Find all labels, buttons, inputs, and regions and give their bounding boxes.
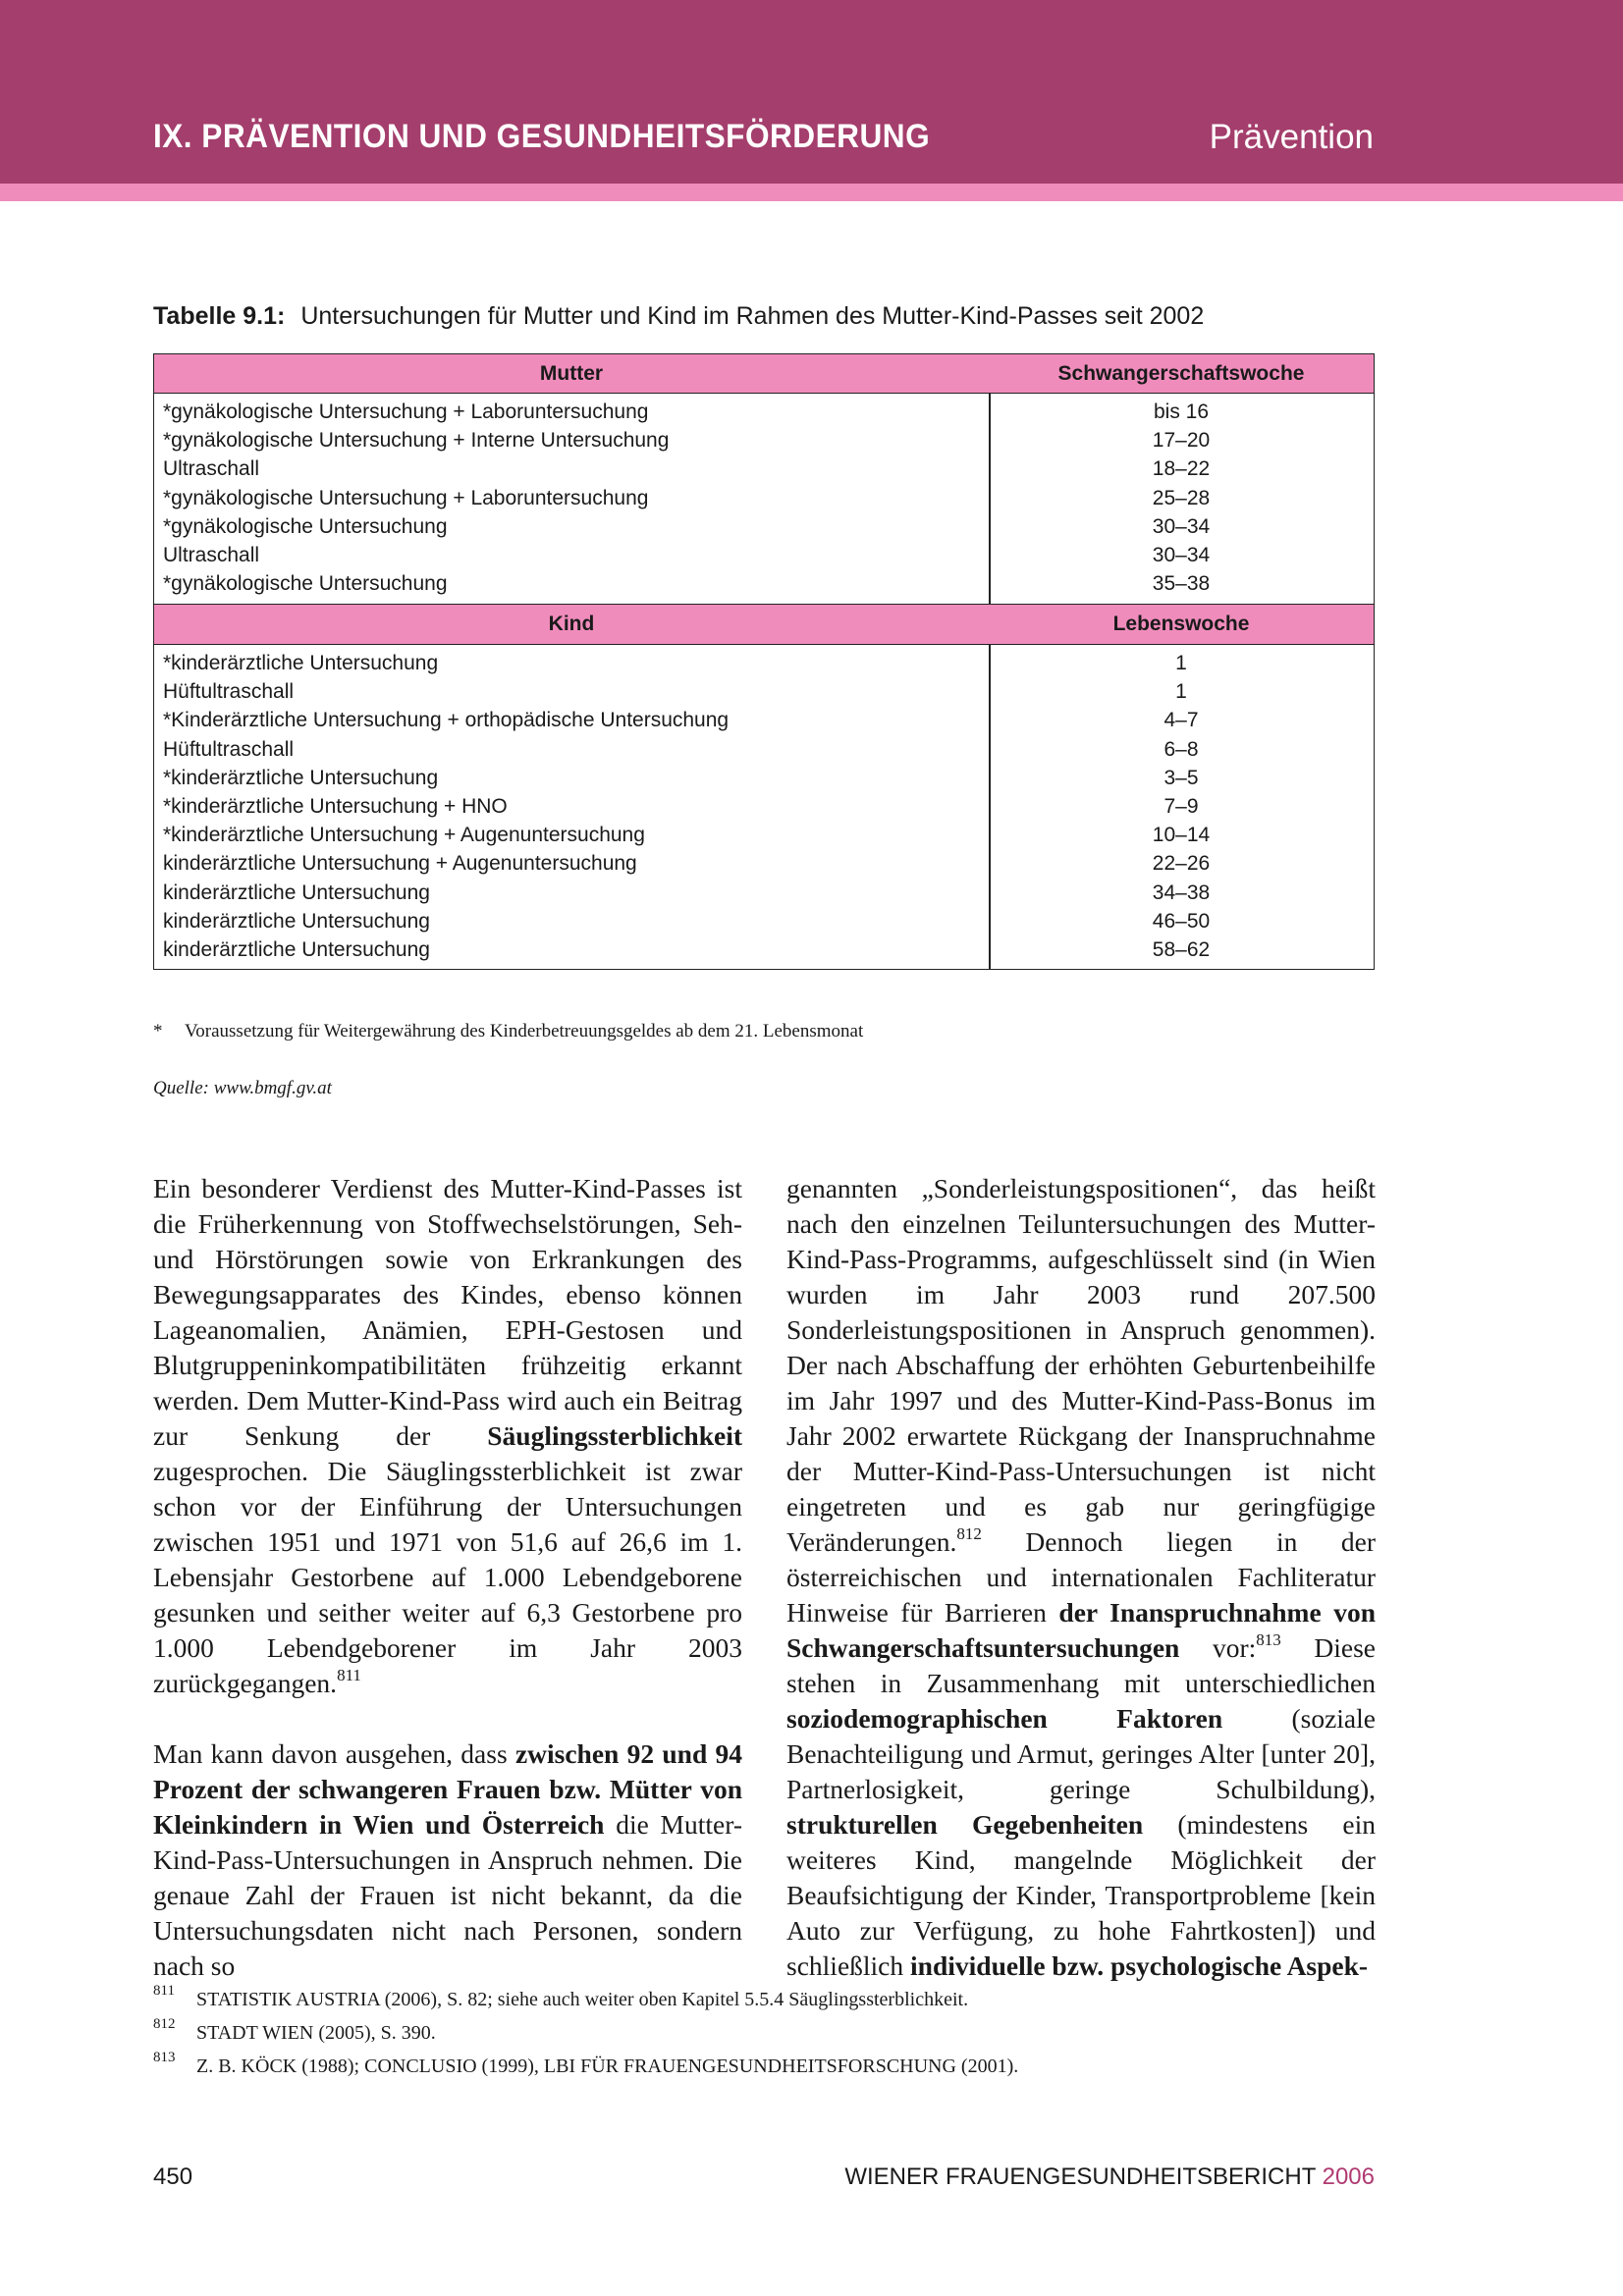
exam-cell: *kinderärztliche Untersuchung xyxy=(163,652,439,674)
footnote-number: 813 xyxy=(153,2050,176,2065)
exam-cell: kinderärztliche Untersuchung xyxy=(163,909,430,933)
exam-cell: Ultraschall xyxy=(163,543,260,566)
footnote xyxy=(153,2050,1018,2083)
week-cell: 18–22 xyxy=(1152,457,1211,481)
table-row xyxy=(154,569,1374,598)
footnote-number: 812 xyxy=(153,2016,176,2032)
table-footnote-text: Voraussetzung für Weitergewährung des Kinderbetreuungsgeldes ab dem 21. Lebensmonat xyxy=(185,1021,864,1041)
exam-cell: kinderärztliche Untersuchung xyxy=(163,937,430,961)
report-year: 2006 xyxy=(1322,2163,1375,2190)
table-row xyxy=(154,821,1374,849)
table-header-child xyxy=(154,604,1374,645)
footnotes xyxy=(153,1983,1018,2083)
bold-term: individuelle bzw. psychologische Aspek- xyxy=(910,1950,1369,1981)
table-caption-text: Untersuchungen für Mutter und Kind im Rahmen des Mutter-Kind-Passes seit 2002 xyxy=(300,302,1205,330)
bold-term: zwischen 92 und 94 Prozent der schwangeren Frauen bzw. Mütter von Kleinkindern in Wien und Österreich xyxy=(153,1738,743,1840)
exam-cell: *kinderärztliche Untersuchung xyxy=(163,766,439,789)
table-body-mother xyxy=(154,398,1374,598)
chapter-title: IX. PRÄVENTION UND GESUNDHEITSFÖRDERUNG xyxy=(153,118,931,155)
exam-cell: *gynäkologische Untersuchung + Interne Untersuchung xyxy=(163,429,670,453)
table-row xyxy=(154,677,1374,706)
table-row xyxy=(154,764,1374,792)
header-cell-mutter: Mutter xyxy=(539,362,604,385)
table-caption xyxy=(153,302,1204,331)
bold-term: soziodemographischen Faktoren xyxy=(786,1703,1223,1734)
table-header-mother xyxy=(154,354,1374,394)
table-row xyxy=(154,907,1374,935)
week-cell: 30–34 xyxy=(1152,543,1211,566)
table-row xyxy=(154,398,1374,426)
table-row xyxy=(154,849,1374,878)
week-cell: 6–8 xyxy=(1163,737,1199,761)
exam-cell: Hüftultraschall xyxy=(163,680,295,704)
footnote xyxy=(153,2016,1018,2050)
table-row xyxy=(154,706,1374,734)
footnote-text: STADT WIEN (2005), S. 390. xyxy=(196,2022,436,2044)
footnote-text: STATISTIK AUSTRIA (2006), S. 82; siehe auch weiter oben Kapitel 5.5.4 Säuglingssterblichkeit. xyxy=(196,1989,969,2010)
source-line: Quelle: www.bmgf.gv.at xyxy=(153,1078,332,1098)
section-title: Prävention xyxy=(1209,118,1374,156)
table-row xyxy=(154,426,1374,454)
paragraph xyxy=(786,1171,1376,1984)
exam-cell: *gynäkologische Untersuchung + Laboruntersuchung xyxy=(163,486,649,509)
week-cell: 58–62 xyxy=(1152,937,1211,961)
header-cell-lebenswoche: Lebenswoche xyxy=(1112,613,1250,635)
text-run: Man kann davon ausgehen, dass xyxy=(153,1738,515,1769)
week-cell: 7–9 xyxy=(1163,794,1199,818)
footnote-number: 811 xyxy=(153,1983,175,1999)
week-cell: 3–5 xyxy=(1163,766,1199,789)
week-cell: 1 xyxy=(1175,680,1187,704)
exam-cell: Ultraschall xyxy=(163,457,260,481)
examination-table xyxy=(153,353,1375,970)
footnote-ref: 812 xyxy=(956,1524,982,1543)
week-cell: 35–38 xyxy=(1152,572,1211,596)
week-cell: bis 16 xyxy=(1153,400,1210,423)
footnote-text: Z. B. KÖCK (1988); CONCLUSIO (1999), LBI FÜR FRAUENGESUNDHEITSFORSCHUNG (2001). xyxy=(196,2056,1019,2077)
table-row xyxy=(154,935,1374,964)
report-title xyxy=(844,2163,1375,2191)
table-row xyxy=(154,541,1374,569)
footnote-ref: 813 xyxy=(1256,1630,1281,1649)
table-row xyxy=(154,792,1374,821)
bold-term: der Inanspruchnahme von Schwangerschaftsuntersuchungen xyxy=(786,1597,1376,1663)
exam-cell: *gynäkologische Untersuchung xyxy=(163,514,448,538)
table-row xyxy=(154,484,1374,512)
table-row xyxy=(154,454,1374,483)
exam-cell: *kinderärztliche Untersuchung + Augenuntersuchung xyxy=(163,824,645,847)
exam-cell: *gynäkologische Untersuchung + Laboruntersuchung xyxy=(163,400,649,423)
exam-cell: Hüftultraschall xyxy=(163,737,295,761)
week-cell: 34–38 xyxy=(1152,881,1211,904)
table-footnote xyxy=(153,1021,863,1042)
text-run: Ein besonderer Verdienst des Mutter-Kind-Passes ist die Früherkennung von Stoffwechselstörungen, Seh- und Hörstörungen sowie von Erkrankungen des Bewegungsapparates des Kindes, ebenso können Lageanomalien, Anämien, EPH-Gestosen und Blutgruppeninkompatibilitäten frühzeitig erkannt werden. Dem Mutter-Kind-Pass wird auch ein Beitrag zur Senkung der xyxy=(153,1173,742,1451)
exam-cell: *Kinderärztliche Untersuchung + orthopädische Untersuchung xyxy=(163,709,730,732)
week-cell: 1 xyxy=(1175,652,1187,674)
week-cell: 46–50 xyxy=(1152,909,1211,933)
text-run: vor: xyxy=(1179,1632,1257,1663)
table-label: Tabelle 9.1: xyxy=(153,302,286,330)
exam-cell: kinderärztliche Untersuchung + Augenuntersuchung xyxy=(163,852,637,876)
footnote-ref: 811 xyxy=(337,1666,361,1684)
text-run: (soziale Benachteiligung und Armut, geringes Alter [unter 20], Partnerlosigkeit, geringe Schulbildung), xyxy=(786,1703,1376,1804)
week-cell: 30–34 xyxy=(1152,514,1211,538)
table-row xyxy=(154,512,1374,541)
week-cell: 25–28 xyxy=(1152,486,1211,509)
footnote xyxy=(153,1983,1018,2016)
bold-term: strukturellen Gegebenheiten xyxy=(786,1809,1144,1840)
week-cell: 17–20 xyxy=(1152,429,1211,453)
text-run: die Mutter-Kind-Pass-Untersuchungen in Anspruch nehmen. Die genaue Zahl der Frauen ist nicht bekannt, da die Untersuchungsdaten nicht nach Personen, sondern nach so xyxy=(153,1809,742,1981)
table-row xyxy=(154,649,1374,677)
week-cell: 4–7 xyxy=(1163,709,1199,732)
exam-cell: *kinderärztliche Untersuchung + HNO xyxy=(163,794,508,818)
text-run: zugesprochen. Die Säuglingssterblichkeit ist zwar schon vor der Einführung der Untersuchungen zwischen 1951 und 1971 von 51,6 auf 26,6 im 1. Lebensjahr Gestorbene auf 1.000 Lebendgeborene gesunken und seither weiter auf 6,3 Gestorbene pro 1.000 Lebendgeborener im Jahr 2003 zurückgegangen. xyxy=(153,1456,742,1698)
header-cell-schwangerschaftswoche: Schwangerschaftswoche xyxy=(1057,362,1305,385)
page-number: 450 xyxy=(153,2163,193,2190)
table-body-child xyxy=(154,649,1374,964)
table-row xyxy=(154,879,1374,907)
body-column-left xyxy=(153,1171,742,1984)
paragraph xyxy=(153,1736,742,1984)
paragraph xyxy=(153,1171,742,1701)
table-row xyxy=(154,735,1374,764)
exam-cell: kinderärztliche Untersuchung xyxy=(163,881,430,904)
header-stripe xyxy=(0,184,1623,201)
exam-cell: *gynäkologische Untersuchung xyxy=(163,572,448,596)
text-run: Diese stehen in Zusammenhang mit unterschiedlichen xyxy=(786,1632,1376,1698)
body-column-right xyxy=(786,1171,1376,1984)
report-title-text: WIENER FRAUENGESUNDHEITSBERICHT xyxy=(844,2163,1316,2190)
text-run: genannten „Sonderleistungspositionen“, das heißt nach den einzelnen Teiluntersuchungen des Mutter-Kind-Pass-Programms, aufgeschlüsselt sind (in Wien wurden im Jahr 2003 rund 207.500 Sonderleistungspositionen in Anspruch genommen). Der nach Abschaffung der erhöhten Geburtenbeihilfe im Jahr 1997 und des Mutter-Kind-Pass-Bonus im Jahr 2002 erwartete Rückgang der Inanspruchnahme der Mutter-Kind-Pass-Untersuchungen ist nicht eingetreten und es gab nur geringfügige Veränderungen. xyxy=(786,1173,1376,1557)
text-run: Dennoch liegen in der österreichischen und internationalen Fachliteratur Hinweise für Barrieren xyxy=(786,1526,1376,1628)
table-footnote-mark: * xyxy=(153,1021,163,1041)
header-cell-kind: Kind xyxy=(548,613,595,635)
bold-term: Säuglingssterblichkeit xyxy=(487,1420,742,1451)
week-cell: 10–14 xyxy=(1152,824,1211,847)
week-cell: 22–26 xyxy=(1152,852,1211,876)
text-run: (mindestens ein weiteres Kind, mangelnde Möglichkeit der Beaufsichtigung der Kinder, Transportprobleme [kein Auto zur Verfügung, zu hohe Fahrtkosten]) und schließlich xyxy=(786,1809,1376,1981)
